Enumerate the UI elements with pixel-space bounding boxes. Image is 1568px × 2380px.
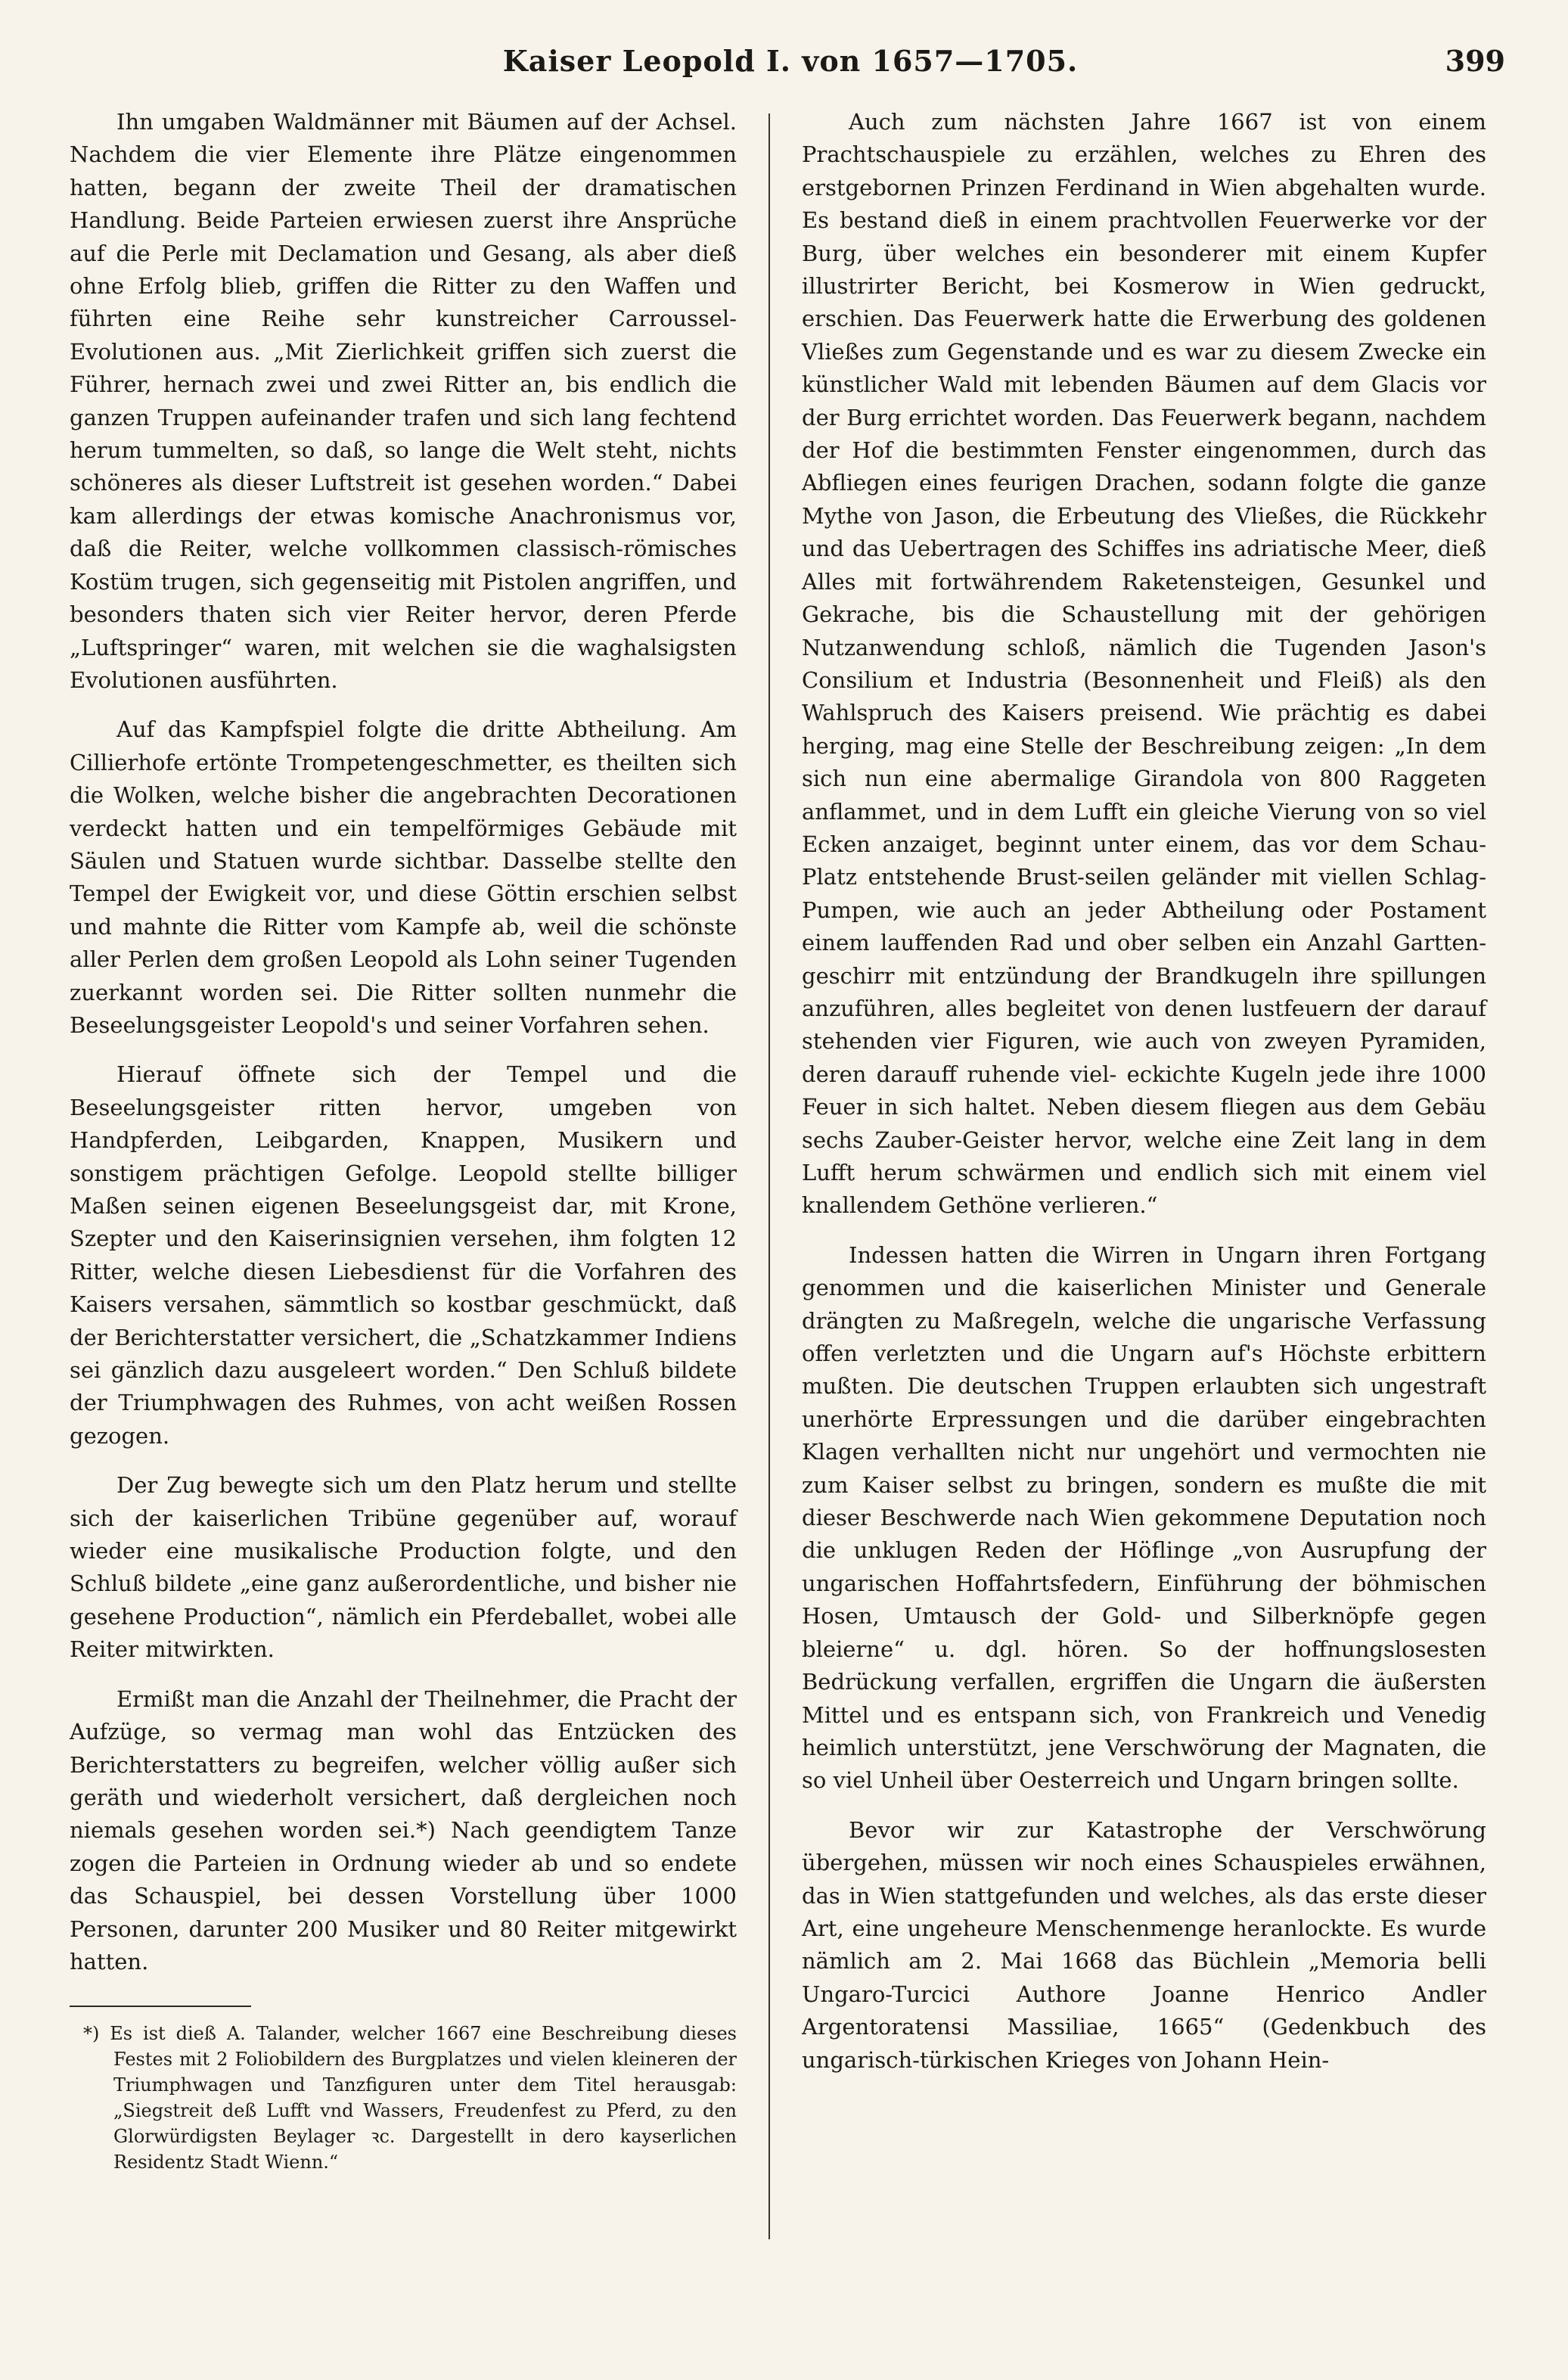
paragraph: Auf das Kampfspiel folgte die dritte Abtheilung. Am Cillierhofe ertönte Trompetengeschmetter, es theilten sich die Wolken, welche bisher die angebrachten Decorationen verdeckt hatten und ein tempelförmiges Gebäude mit Säulen und Statuen wurde sichtbar. Dasselbe stellte den Tempel der Ewigkeit vor, und diese Göttin erschien selbst und mahnte die Ritter vom Kampfe ab, weil die schönste aller Perlen dem großen Leopold als Lohn seiner Tugenden zuerkannt worden sei. Die Ritter sollten nunmehr die Beseelungsgeister Leopold's und seiner Vorfahren sehen. xyxy=(70,716,737,1038)
paragraph: Der Zug bewegte sich um den Platz herum und stellte sich der kaiserlichen Tribüne gegenüber auf, worauf wieder eine musikalische Production folgte, und den Schluß bildete „eine ganz außerordentliche, und bisher nie gesehene Production“, nämlich ein Pferdeballet, wobei alle Reiter mitwirkten. xyxy=(70,1472,737,1663)
page-number: 399 xyxy=(1445,44,1505,78)
paragraph: Hierauf öffnete sich der Tempel und die Beseelungsgeister ritten hervor, umgeben von Handpferden, Leibgarden, Knappen, Musikern und sonstigem prächtigen Gefolge. Leopold stellte billiger Maßen seinen eigenen Beseelungsgeist dar, mit Krone, Szepter und den Kaiserinsignien versehen, ihm folgten 12 Ritter, welche diesen Liebesdienst für die Vorfahren des Kaisers versahen, sämmtlich so kostbar geschmückt, daß der Berichterstatter versichert, die „Schatzkammer Indiens sei gänzlich dazu ausgeleert worden.“ Den Schluß bildete der Triumphwagen des Ruhmes, von acht weißen Rossen gezogen. xyxy=(70,1061,737,1449)
running-head xyxy=(76,44,1505,89)
paragraph: Ihn umgaben Waldmänner mit Bäumen auf der Achsel. Nachdem die vier Elemente ihre Plätze eingenommen hatten, begann der zweite Theil der dramatischen Handlung. Beide Parteien erwiesen zuerst ihre Ansprüche auf die Perle mit Declamation und Gesang, als aber dieß ohne Erfolg blieb, griffen die Ritter zu den Waffen und führten eine Reihe sehr kunstreicher Carroussel-Evolutionen aus. „Mit Zierlichkeit griffen sich zuerst die Führer, hernach zwei und zwei Ritter an, bis endlich die ganzen Truppen aufeinander trafen und sich lang fechtend herum tummelten, so daß, so lange die Welt steht, nichts schöneres als dieser Luftstreit ist gesehen worden.“ Dabei kam allerdings der etwas komische Anachronismus vor, daß die Reiter, welche vollkommen classisch-römisches Kostüm trugen, sich gegenseitig mit Pistolen angriffen, und besonders thaten sich vier Reiter hervor, deren Pferde „Luftspringer“ waren, mit welchen sie die waghalsigsten Evolutionen ausführten. xyxy=(70,109,737,693)
paragraph: Auch zum nächsten Jahre 1667 ist von einem Prachtschauspiele zu erzählen, welches zu Ehren des erstgebornen Prinzen Ferdinand in Wien abgehalten wurde. Es bestand dieß in einem prachtvollen Feuerwerke vor der Burg, über welches ein besonderer mit einem Kupfer illustrirter Bericht, bei Kosmerow in Wien gedruckt, erschien. Das Feuerwerk hatte die Erwerbung des goldenen Vließes zum Gegenstande und es war zu diesem Zwecke ein künstlicher Wald mit lebenden Bäumen auf dem Glacis vor der Burg errichtet worden. Das Feuerwerk begann, nachdem der Hof die bestimmten Fenster eingenommen, durch das Abfliegen eines feurigen Drachen, sodann folgte die ganze Mythe von Jason, die Erbeutung des Vließes, die Rückkehr und das Uebertragen des Schiffes ins adriatische Meer, dieß Alles mit fortwährendem Raketensteigen, Gesunkel und Gekrache, bis die Schaustellung mit der gehörigen Nutzanwendung schloß, nämlich die Tugenden Jason's Consilium et Industria (Besonnenheit und Fleiß) als den Wahlspruch des Kaisers preisend. Wie prächtig es dabei herging, mag eine Stelle der Beschreibung zeigen: „In dem sich nun eine abermalige Girandola von 800 Raggeten anflammet, und in dem Lufft ein gleiche Vierung von so viel Ecken anzaiget, beginnt unter einem, das vor dem Schau-Platz entstehende Brust-seilen geländer mit viellen Schlag- Pumpen, wie auch an jeder Abtheilung oder Postament einem lauffenden Rad und ober selben ein Anzahl Gartten-geschirr mit entzündung der Brandkugeln ihre spillungen anzuführen, alles begleitet von denen lustfeuern der darauf stehenden vier Figuren, wie auch von zweyen Pyramiden, deren darauff ruhende viel- eckichte Kugeln jede ihre 1000 Feuer in sich haltet. Neben diesem fliegen aus dem Gebäu sechs Zauber-Geister hervor, welche eine Zeit lang in dem Lufft herum schwärmen und endlich sich mit einem viel knallendem Gethöne verlieren.“ xyxy=(802,109,1486,1219)
paragraph: Ermißt man die Anzahl der Theilnehmer, die Pracht der Aufzüge, so vermag man wohl das Entzücken des Berichterstatters zu begreifen, welcher völlig außer sich geräth und wiederholt versichert, daß dergleichen noch niemals gesehen worden sei.*) Nach geendigtem Tanze zogen die Parteien in Ordnung wieder ab und so endete das Schauspiel, bei dessen Vorstellung über 1000 Personen, darunter 200 Musiker und 80 Reiter mitgewirkt hatten. xyxy=(70,1686,737,1975)
left-column xyxy=(70,106,737,2175)
footnote-rule xyxy=(70,2006,251,2007)
paragraph: Bevor wir zur Katastrophe der Verschwörung übergehen, müssen wir noch eines Schauspieles erwähnen, das in Wien stattgefunden und welches, als das erste dieser Art, eine ungeheure Menschenmenge heranlockte. Es wurde nämlich am 2. Mai 1668 das Büchlein „Memoria belli Ungaro-Turcici Authore Joanne Henrico Andler Argentoratensi Massiliae, 1665“ (Gedenkbuch des ungarisch-türkischen Krieges von Johann Hein- xyxy=(802,1816,1486,2073)
right-column xyxy=(802,106,1486,2093)
page-title: Kaiser Leopold I. von 1657—1705. xyxy=(502,44,1079,78)
column-divider xyxy=(768,113,770,2239)
paragraph: Indessen hatten die Wirren in Ungarn ihren Fortgang genommen und die kaiserlichen Minister und Generale drängten zu Maßregeln, welche die ungarische Verfassung offen verletzten und die Ungarn auf's Höchste erbittern mußten. Die deutschen Truppen erlaubten sich ungestraft unerhörte Erpressungen und die darüber eingebrachten Klagen verhallten nicht nur ungehört und vermochten nie zum Kaiser selbst zu bringen, sondern es mußte die mit dieser Beschwerde nach Wien gekommene Deputation noch die unklugen Reden der Höflinge „von Ausrupfung der ungarischen Hoffahrtsfedern, Einführung der böhmischen Hosen, Umtausch der Gold- und Silberknöpfe gegen bleierne“ u. dgl. hören. So der hoffnungslosesten Bedrückung verfallen, ergriffen die Ungarn die äußersten Mittel und es entspann sich, von Frankreich und Venedig heimlich unterstützt, jene Verschwörung der Magnaten, die so viel Unheil über Oesterreich und Ungarn bringen sollte. xyxy=(802,1241,1486,1794)
footnote: *) Es ist dieß A. Talander, welcher 1667 eine Beschreibung dieses Festes mit 2 Foliobildern des Burgplatzes und vielen kleineren der Triumphwagen und Tanzfiguren unter dem Titel herausgab: „Siegstreit deß Lufft vnd Wassers, Freudenfest zu Pferd, zu den Glorwürdigsten Beylager ꝛc. Dargestellt in dero kayserlichen Residentz Stadt Wienn.“ xyxy=(83,2023,737,2173)
